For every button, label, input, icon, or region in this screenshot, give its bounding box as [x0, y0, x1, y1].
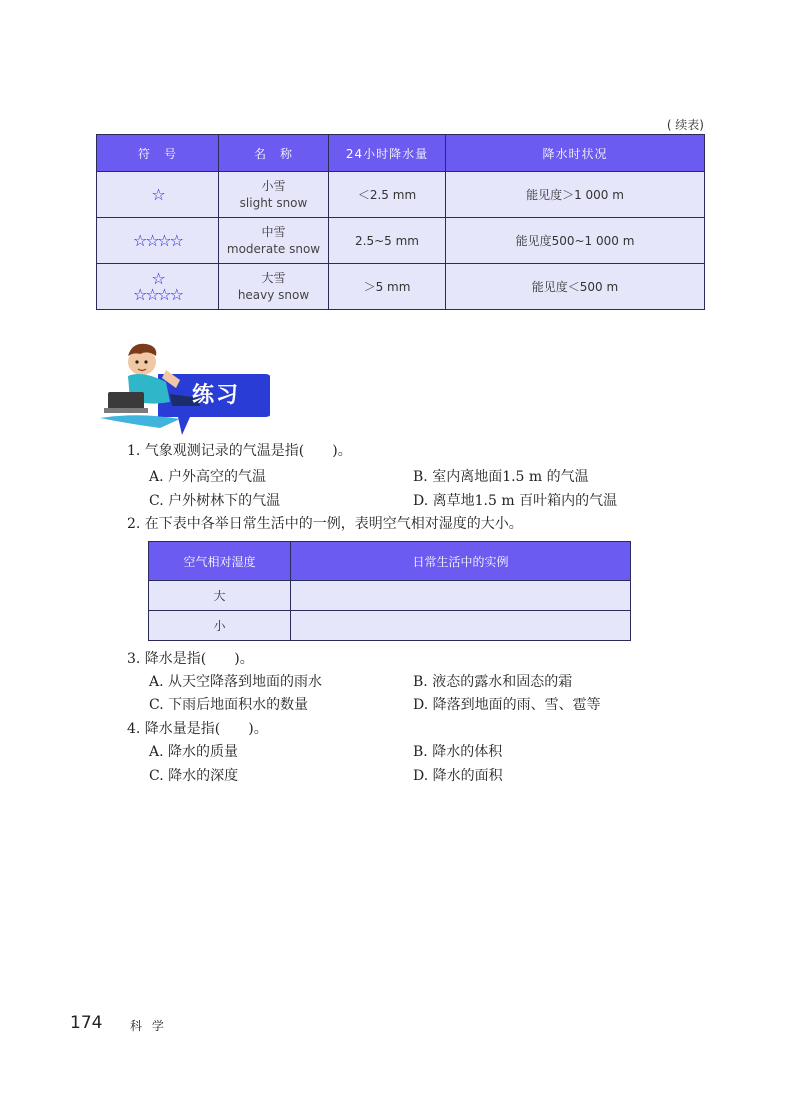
visibility-condition: 能见度＞1 000 m	[446, 172, 705, 218]
snow-name-en: heavy snow	[237, 287, 310, 302]
column-header-condition: 降水时状况	[446, 135, 705, 172]
question-4: 4. 降水量是指( )。	[127, 721, 268, 737]
table-row	[97, 172, 705, 218]
visibility-condition: 能见度＜500 m	[446, 264, 705, 310]
table-header-row	[97, 135, 705, 172]
question-3-option-d: D. 降落到地面的雨、雪、雹等	[413, 697, 601, 713]
table-header-row	[149, 542, 631, 581]
humidity-level: 大	[149, 581, 291, 611]
snow-name-zh: 中雪	[261, 224, 286, 239]
example-answer-cell	[291, 581, 631, 611]
snow-name-cell	[219, 218, 329, 264]
subject-label: 科 学	[130, 1019, 167, 1033]
precipitation-amount: ＞5 mm	[329, 264, 446, 310]
question-3-option-a: A. 从天空降落到地面的雨水	[149, 674, 323, 690]
exercise-banner	[100, 340, 270, 435]
column-header-example: 日常生活中的实例	[291, 542, 631, 581]
question-1-option-d: D. 离草地1.5 m 百叶箱内的气温	[413, 493, 618, 509]
banner-wave-shape	[100, 415, 180, 428]
snow-name-cell	[219, 264, 329, 310]
snow-name-en: slight snow	[239, 195, 308, 210]
column-header-humidity: 空气相对湿度	[149, 542, 291, 581]
snow-name-en: moderate snow	[226, 241, 321, 256]
laptop-screen	[108, 392, 144, 410]
table-row	[149, 611, 631, 641]
visibility-condition: 能见度500~1 000 m	[446, 218, 705, 264]
snow-symbol-table	[96, 134, 705, 310]
table-row	[97, 218, 705, 264]
humidity-example-table	[148, 541, 631, 641]
light-snow-symbol-icon: ☆	[97, 172, 219, 218]
column-header-amount: 24小时降水量	[329, 135, 446, 172]
precipitation-amount: 2.5~5 mm	[329, 218, 446, 264]
question-4-option-c: C. 降水的深度	[149, 768, 239, 784]
question-4-option-d: D. 降水的面积	[413, 768, 503, 784]
question-1-option-a: A. 户外高空的气温	[149, 469, 267, 485]
table-row	[97, 264, 705, 310]
snow-name-zh: 大雪	[261, 270, 286, 285]
question-3-option-b: B. 液态的露水和固态的霜	[413, 674, 573, 690]
question-3: 3. 降水是指( )。	[127, 651, 254, 667]
snow-name-zh: 小雪	[261, 178, 286, 193]
question-1-option-c: C. 户外树林下的气温	[149, 493, 281, 509]
question-2: 2. 在下表中各举日常生活中的一例，表明空气相对湿度的大小。	[127, 516, 523, 532]
question-4-option-b: B. 降水的体积	[413, 744, 503, 760]
snow-name-cell	[219, 172, 329, 218]
question-1: 1. 气象观测记录的气温是指( )。	[127, 443, 352, 459]
question-4-option-a: A. 降水的质量	[149, 744, 239, 760]
example-answer-cell	[291, 611, 631, 641]
question-1-option-b: B. 室内离地面1.5 m 的气温	[413, 469, 589, 485]
column-header-symbol: 符 号	[97, 135, 219, 172]
precipitation-amount: ＜2.5 mm	[329, 172, 446, 218]
question-3-option-c: C. 下雨后地面积水的数量	[149, 697, 309, 713]
table-row	[149, 581, 631, 611]
page-number: 174	[70, 1013, 103, 1033]
humidity-level: 小	[149, 611, 291, 641]
heavy-snow-symbol-icon: ☆ ☆☆ ☆☆	[97, 264, 219, 310]
laptop-base	[104, 408, 148, 413]
exercise-banner-illustration	[100, 340, 270, 435]
exercise-banner-title: 练习	[192, 383, 241, 408]
moderate-snow-symbol-icon: ☆☆ ☆☆	[97, 218, 219, 264]
column-header-name: 名 称	[219, 135, 329, 172]
continued-table-note: ( 续表)	[666, 118, 704, 132]
